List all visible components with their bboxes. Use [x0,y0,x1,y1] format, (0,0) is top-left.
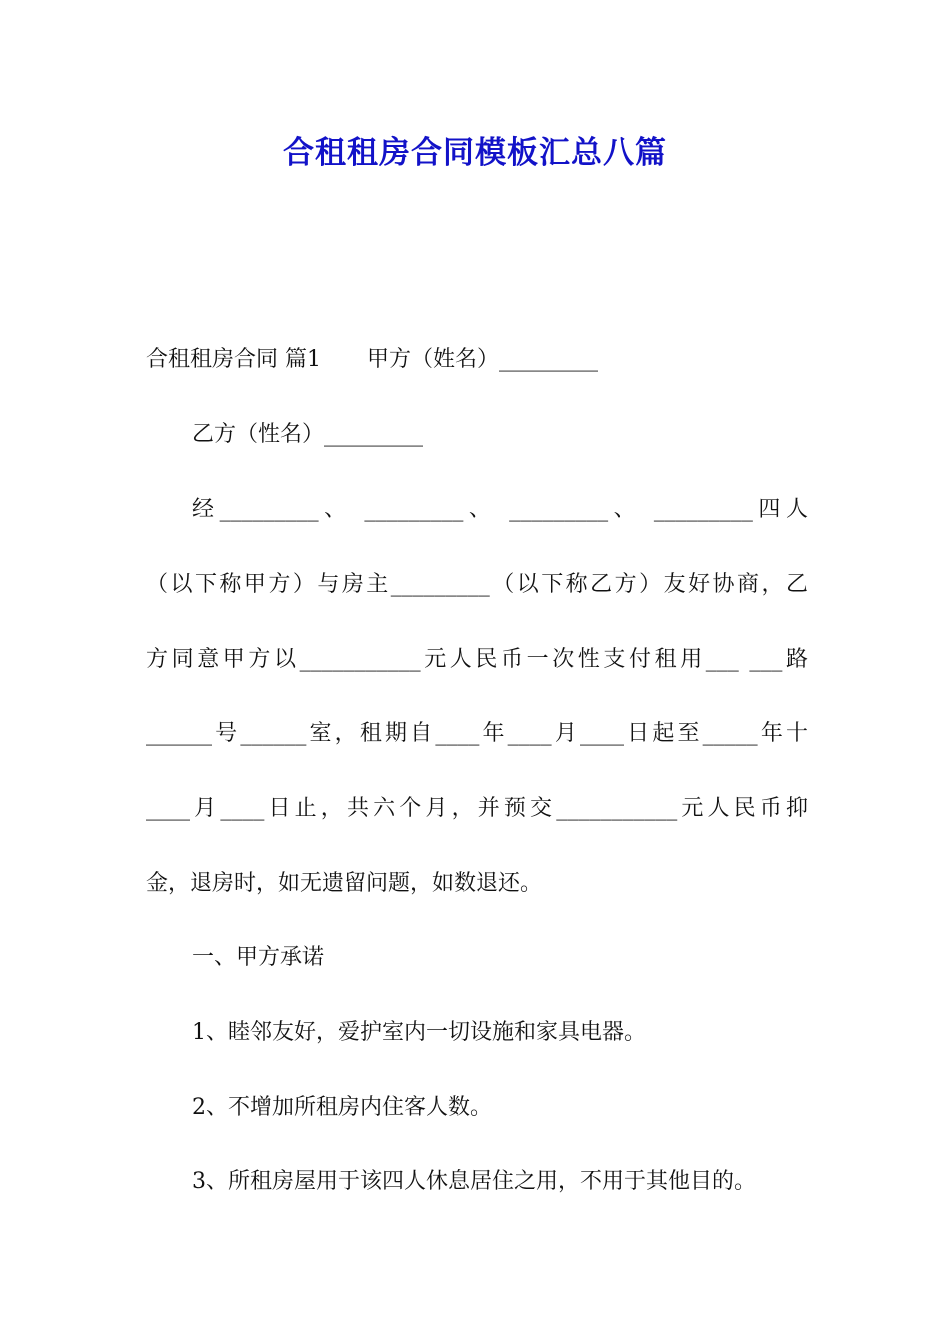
section-heading: 一、甲方承诺 [192,945,325,970]
section-label: 合租租房合同 篇1 [146,347,321,372]
heading-line [146,340,808,380]
paragraph-line: ______号______室，租期自____年____月____日起至_____年十 [146,721,808,746]
paragraph-line: 经_________、 _________、 _________、 _________四人 [192,497,808,522]
list-item: 1、睦邻友好，爱护室内一切设施和家具电器。 [192,1020,646,1045]
party-b-line: 乙方（性名）_________ [192,422,424,447]
paragraph-line: 方同意甲方以___________元人民币一次性支付租用___ ___路 [146,647,808,672]
paragraph-line: 金，退房时，如无遗留问题，如数退还。 [146,871,543,896]
list-item: 3、所租房屋用于该四人休息居住之用，不用于其他目的。 [192,1169,756,1194]
paragraph-line: （以下称甲方）与房主_________（以下称乙方）友好协商，乙 [146,572,808,597]
list-item: 2、不增加所租房内住客人数。 [192,1095,492,1120]
document-title: 合租租房合同模板汇总八篇 [283,135,667,171]
party-a-line: 甲方（姓名）_________ [367,347,599,372]
paragraph-line: ____月____日止，共六个月，并预交___________元人民币抑 [146,796,808,821]
